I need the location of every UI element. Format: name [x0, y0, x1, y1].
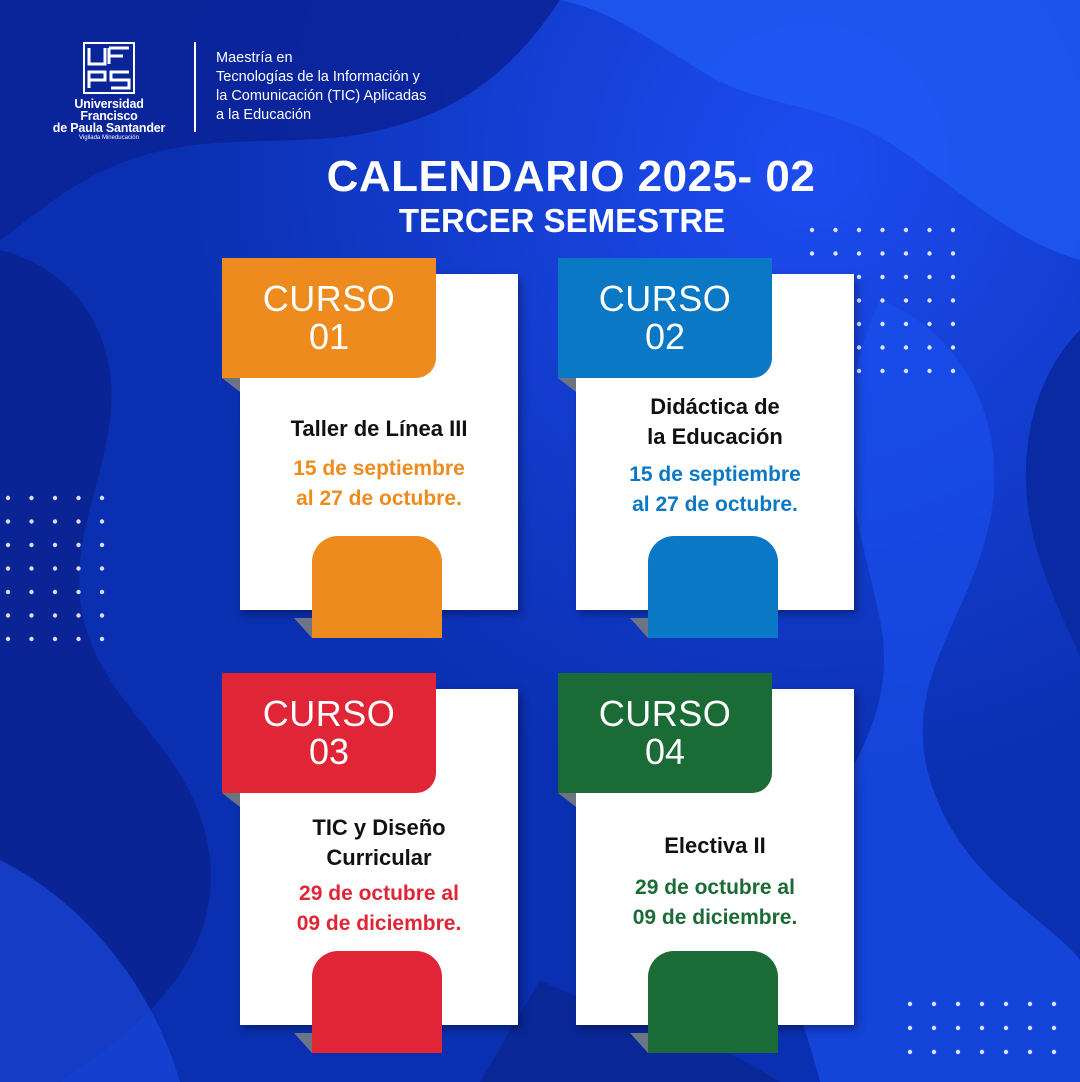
course-name	[576, 831, 854, 861]
course-name	[576, 392, 854, 452]
decor-dot	[6, 566, 10, 570]
course-date-line: 29 de octubre al	[635, 876, 795, 899]
decor-dot	[932, 1050, 936, 1054]
university-logo	[46, 42, 172, 142]
course-number: 04	[644, 731, 686, 772]
header-divider	[194, 42, 196, 132]
decor-dot	[29, 566, 33, 570]
course-date-line: 29 de octubre al	[299, 882, 459, 905]
course-dates	[240, 879, 518, 939]
decor-dot	[880, 322, 884, 326]
course-date-line: 15 de septiembre	[293, 457, 465, 480]
decor-dot	[1052, 1002, 1056, 1006]
course-date-line: al 27 de octubre.	[296, 487, 462, 510]
card-fold-left	[222, 793, 240, 807]
course-name-line: Taller de Línea III	[290, 416, 468, 441]
decor-dot	[1052, 1026, 1056, 1030]
logo-line-1: Universidad Francisco	[74, 97, 144, 123]
decor-dot	[100, 613, 104, 617]
course-tag	[222, 673, 436, 793]
course-tab	[312, 536, 442, 638]
card-fold-left	[558, 793, 576, 807]
course-date-line: 09 de diciembre.	[632, 906, 798, 929]
tab-shadow	[630, 618, 648, 638]
course-dates	[576, 460, 854, 520]
decor-dot	[956, 1002, 960, 1006]
tab-shadow	[294, 1033, 312, 1053]
decor-dot	[927, 345, 931, 349]
decor-dot	[980, 1002, 984, 1006]
course-name-line: Didáctica de	[650, 394, 780, 419]
decor-dot	[951, 345, 955, 349]
decor-dot	[29, 613, 33, 617]
decor-dot	[1028, 1050, 1032, 1054]
decor-dot	[1028, 1026, 1032, 1030]
decor-dot	[76, 566, 80, 570]
course-tag	[222, 258, 436, 378]
course-label: CURSO	[262, 693, 396, 734]
decor-dot	[956, 1026, 960, 1030]
course-date-line: 09 de diciembre.	[296, 912, 462, 935]
decor-dot	[904, 275, 908, 279]
decor-dot	[53, 566, 57, 570]
course-label: CURSO	[598, 278, 732, 319]
decor-dot	[100, 496, 104, 500]
decor-dot	[100, 637, 104, 641]
decor-dot	[6, 613, 10, 617]
decor-dot	[100, 566, 104, 570]
calendar-heading: CALENDARIO 2025- 02	[326, 152, 816, 201]
course-number: 02	[644, 316, 686, 357]
decor-dot	[904, 251, 908, 255]
decor-dot	[880, 345, 884, 349]
course-number: 03	[308, 731, 350, 772]
decor-dot	[951, 322, 955, 326]
decor-dot	[951, 298, 955, 302]
decor-dot	[857, 251, 861, 255]
program-line: a la Educación	[216, 107, 312, 123]
decor-dot	[53, 637, 57, 641]
decor-dot	[29, 590, 33, 594]
decor-dot	[53, 543, 57, 547]
decor-dot	[76, 543, 80, 547]
decor-dot	[53, 496, 57, 500]
tab-shadow	[294, 618, 312, 638]
course-tag	[558, 673, 772, 793]
decor-dot	[927, 322, 931, 326]
course-card-04	[558, 673, 858, 1053]
logo-line-3: Vigilada Mineducación	[79, 135, 139, 141]
course-card-02	[558, 258, 858, 638]
decor-dot	[6, 637, 10, 641]
decor-dot	[6, 590, 10, 594]
course-tag	[558, 258, 772, 378]
course-tab	[648, 951, 778, 1053]
course-card-03	[222, 673, 522, 1053]
course-tab	[648, 536, 778, 638]
decor-dot	[100, 590, 104, 594]
tab-shadow	[630, 1033, 648, 1053]
decor-dot	[53, 519, 57, 523]
course-name-line: TIC y Diseño	[312, 815, 446, 840]
decor-dot	[833, 251, 837, 255]
decor-dot	[980, 1050, 984, 1054]
course-date-line: al 27 de octubre.	[632, 493, 798, 516]
course-name-line: Curricular	[326, 845, 432, 870]
decor-dot	[951, 275, 955, 279]
decor-dot	[1004, 1050, 1008, 1054]
decor-dot	[880, 369, 884, 373]
decor-dot	[29, 543, 33, 547]
course-name	[240, 813, 518, 873]
decor-dot	[76, 637, 80, 641]
course-number: 01	[308, 316, 350, 357]
decor-dot	[904, 345, 908, 349]
decor-dot	[880, 275, 884, 279]
decor-dot	[956, 1050, 960, 1054]
decor-dot	[980, 1026, 984, 1030]
program-line: Tecnologías de la Información y	[216, 69, 420, 85]
decor-dot	[908, 1002, 912, 1006]
course-card-01	[222, 258, 522, 638]
program-name	[216, 49, 426, 125]
decor-dot	[100, 519, 104, 523]
decor-dot	[908, 1026, 912, 1030]
decor-dot	[76, 590, 80, 594]
card-fold-left	[222, 378, 240, 392]
decor-dot	[76, 613, 80, 617]
decor-dot	[6, 543, 10, 547]
logo-line-2: de Paula Santander	[52, 121, 166, 135]
course-label: CURSO	[598, 693, 732, 734]
decor-dot	[908, 1050, 912, 1054]
decor-dot	[927, 369, 931, 373]
decor-dot	[53, 590, 57, 594]
decor-dot	[6, 519, 10, 523]
decor-dot	[76, 519, 80, 523]
decor-dot	[1004, 1002, 1008, 1006]
decor-dot	[904, 298, 908, 302]
decor-dot	[932, 1026, 936, 1030]
decor-dot	[880, 298, 884, 302]
course-label: CURSO	[262, 278, 396, 319]
decor-dot	[932, 1002, 936, 1006]
decor-dot	[1004, 1026, 1008, 1030]
course-name	[240, 414, 518, 444]
decor-dot	[927, 251, 931, 255]
program-line: Maestría en	[216, 50, 293, 66]
decor-dot	[951, 369, 955, 373]
decor-dot	[76, 496, 80, 500]
semester-heading: TERCER SEMESTRE	[398, 202, 726, 239]
decor-dot	[904, 369, 908, 373]
decor-dot	[1028, 1002, 1032, 1006]
program-line: la Comunicación (TIC) Aplicadas	[216, 88, 427, 104]
course-tab	[312, 951, 442, 1053]
decor-dot	[100, 543, 104, 547]
decor-dot	[29, 496, 33, 500]
decor-dot	[810, 251, 814, 255]
course-date-line: 15 de septiembre	[629, 463, 801, 486]
decor-dot	[951, 251, 955, 255]
course-name-line: Electiva II	[664, 833, 766, 858]
decor-dot	[880, 251, 884, 255]
course-dates	[240, 454, 518, 514]
card-fold-left	[558, 378, 576, 392]
course-dates	[576, 873, 854, 933]
decor-dot	[904, 322, 908, 326]
decor-dot	[29, 637, 33, 641]
decor-dot	[53, 613, 57, 617]
course-name-line: la Educación	[647, 424, 783, 449]
decor-dot	[927, 298, 931, 302]
decor-dot	[1052, 1050, 1056, 1054]
decor-dot	[927, 275, 931, 279]
decor-dot	[6, 496, 10, 500]
decor-dot	[29, 519, 33, 523]
ufps-logo-mark	[83, 42, 135, 94]
